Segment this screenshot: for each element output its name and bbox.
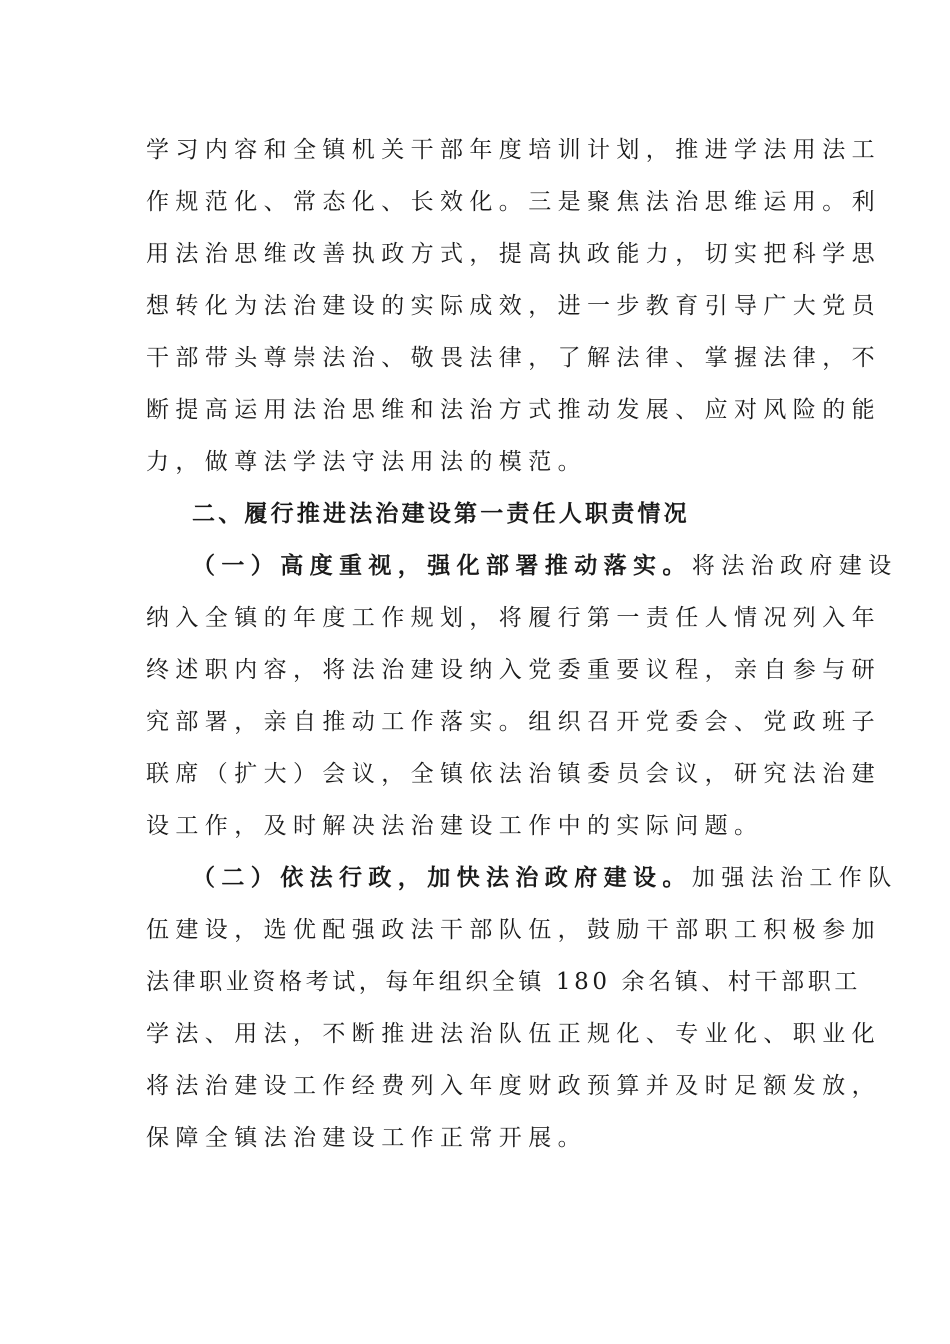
paragraph-line: 保障全镇法治建设工作正常开展。 — [146, 1125, 587, 1151]
subsection-title: （一）高度重视，强化部署推动落实。 — [192, 552, 692, 579]
paragraph-line: 学习内容和全镇机关干部年度培训计划，推进学法用法工 — [146, 137, 881, 163]
paragraph-line: 究部署，亲自推动工作落实。组织召开党委会、党政班子 — [146, 709, 881, 735]
subsection-first-line — [146, 852, 898, 904]
paragraph-line: 力，做尊法学法守法用法的模范。 — [146, 449, 587, 475]
paragraph-line: 伍建设，选优配强政法干部队伍，鼓励干部职工积极参加 — [146, 917, 881, 943]
paragraph-line: 联席（扩大）会议，全镇依法治镇委员会议，研究法治建 — [146, 761, 881, 787]
paragraph-line: 纳入全镇的年度工作规划，将履行第一责任人情况列入年 — [146, 605, 881, 631]
paragraph-line: 终述职内容，将法治建设纳入党委重要议程，亲自参与研 — [146, 657, 881, 683]
subsection-text: 将法治政府建设 — [691, 553, 898, 579]
paragraph-line: 作规范化、常态化、长效化。三是聚焦法治思维运用。利 — [146, 189, 881, 215]
paragraph-line: 将法治建设工作经费列入年度财政预算并及时足额发放， — [146, 1073, 881, 1099]
paragraph-line: 用法治思维改善执政方式，提高执政能力，切实把科学思 — [146, 241, 881, 267]
subsection-first-line — [146, 540, 898, 592]
document-body — [146, 124, 898, 1164]
subsection-title: （二）依法行政，加快法治政府建设。 — [192, 864, 692, 891]
subsection-text: 加强法治工作队 — [691, 865, 898, 891]
paragraph-line: 法律职业资格考试，每年组织全镇 180 余名镇、村干部职工 — [146, 969, 861, 995]
paragraph-line: 断提高运用法治思维和法治方式推动发展、应对风险的能 — [146, 397, 881, 423]
section-heading: 二、履行推进法治建设第一责任人职责情况 — [192, 500, 690, 527]
paragraph-line: 想转化为法治建设的实际成效，进一步教育引导广大党员 — [146, 293, 881, 319]
paragraph-line: 学法、用法，不断推进法治队伍正规化、专业化、职业化 — [146, 1021, 881, 1047]
paragraph-line: 设工作，及时解决法治建设工作中的实际问题。 — [146, 813, 764, 839]
paragraph-line: 干部带头尊崇法治、敬畏法律，了解法律、掌握法律，不 — [146, 345, 881, 371]
